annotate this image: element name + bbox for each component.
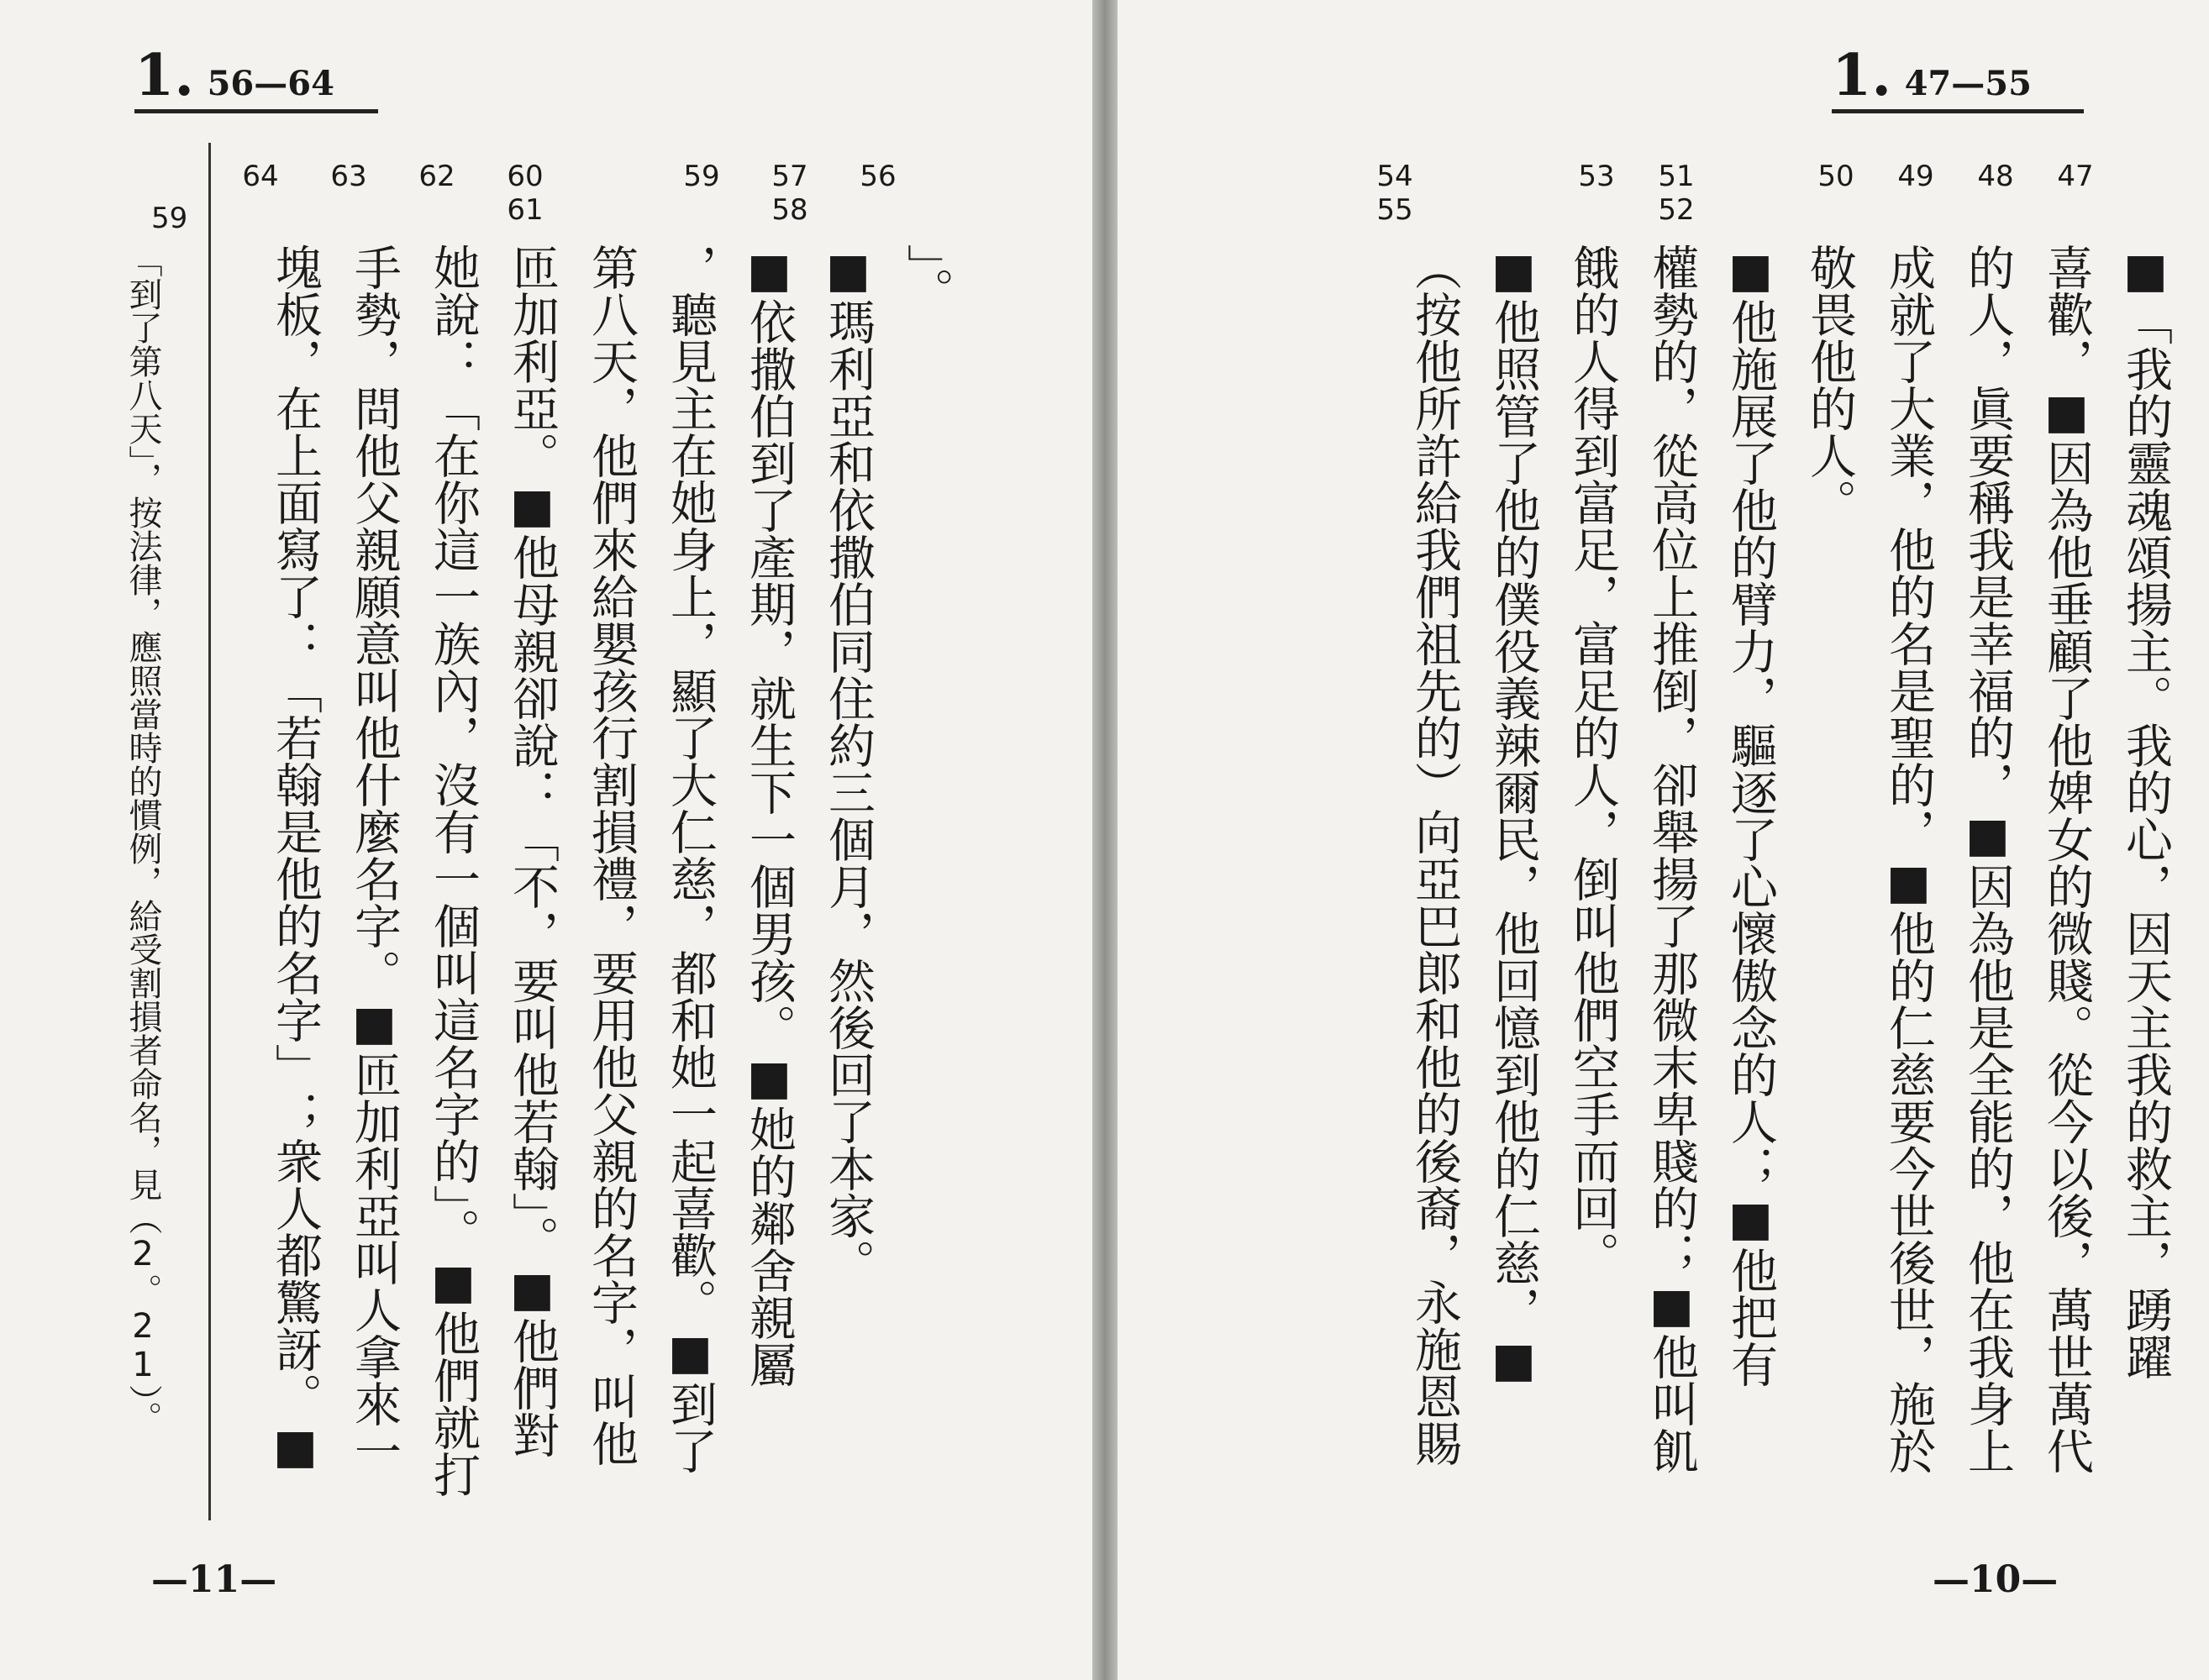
right-page-header [1832,42,2084,113]
verse-number: 54 55 [1376,160,1413,227]
text-column: 第八天，他們來給嬰孩行割損禮，要用他父親的名字，叫他 [584,244,639,1467]
left-page-header [134,42,378,113]
verse-number: 51 52 [1658,160,1695,227]
verse-number: 59 [683,160,720,193]
text-column: 敬畏他的人。 [1802,244,1857,526]
page-number: —10— [1933,1558,2059,1601]
footnote-number: 59 [151,202,188,235]
left-page [0,0,1092,1680]
chapter-number: 1. [1832,42,1891,109]
text-column: 」。 [900,244,955,314]
text-column: 塊板，在上面寫了：「若翰是他的名字」；衆人都驚訝。■ [268,244,323,1474]
left-page-body [193,244,966,1537]
footnote-divider [208,143,211,1520]
book-gutter [1092,0,1118,1680]
text-column: （按他所許給我們祖先的）向亞巴郎和他的後裔，永施恩賜 [1407,244,1462,1467]
verse-number: 56 [860,160,897,193]
verse-number: 62 [418,160,455,193]
verse-number: 48 [1977,160,2014,193]
page-number: —11— [151,1558,277,1601]
verse-number: 60 61 [507,160,544,227]
verse-number: 63 [330,160,367,193]
verse-number: 64 [242,160,279,193]
text-column: 餓的人得到富足，富足的人，倒叫他們空手而回。 [1565,244,1620,1278]
text-column: 她說：「在你這一族內，沒有一個叫這名字的」。■他們就打 [426,244,481,1498]
verse-number: 49 [1897,160,1934,193]
verse-number: 47 [2057,160,2094,193]
text-column: 手勢，問他父親願意叫他什麼名字。■匝加利亞叫人拿來一 [347,244,402,1474]
text-column: ■瑪利亞和依撒伯同住約三個月，然後回了本家。 [821,244,876,1286]
text-column: 匝加利亞。■他母親卻說：「不，要叫他若翰」。■他們對 [505,244,560,1458]
text-column: 喜歡，■因為他垂顧了他婢女的微賤。從今以後，萬世萬代 [2039,244,2094,1474]
verse-range: 47—55 [1904,64,2032,103]
text-column: ■他照管了他的僕役義辣爾民，他回憶到他的仁慈，■ [1486,244,1541,1388]
text-column: 權勢的，從高位上推倒，卻舉揚了那微末卑賤的；■他叫飢 [1644,244,1699,1474]
right-page [1118,0,2209,1680]
verse-number: 53 [1578,160,1615,193]
footnote: 「到了第八天」，按法律，應照當時的慣例，給受割損者命名，見（2。21）。 [124,244,162,1435]
verse-number: 57 58 [771,160,808,227]
text-column: ■依撒伯到了產期，就生下一個男孩。■她的鄰舍親屬 [742,244,797,1388]
text-column: ■他施展了他的臂力，驅逐了心懷傲念的人；■他把有 [1723,244,1778,1388]
chapter-number: 1. [134,42,194,109]
text-column: 成就了大業，他的名是聖的，■他的仁慈要今世後世，施於 [1881,244,1936,1474]
verse-number: 50 [1817,160,1854,193]
verse-range: 56—64 [207,64,334,103]
text-column: ，聽見主在她身上，顯了大仁慈，都和她一起喜歡。■到了 [663,244,718,1474]
right-page-body [1227,244,2185,1537]
text-column: ■「我的靈魂頌揚主。我的心，因天主我的救主，踴躍 [2118,244,2173,1380]
text-column: 的人，眞要稱我是幸福的，■因為他是全能的，他在我身上 [1960,244,2015,1474]
